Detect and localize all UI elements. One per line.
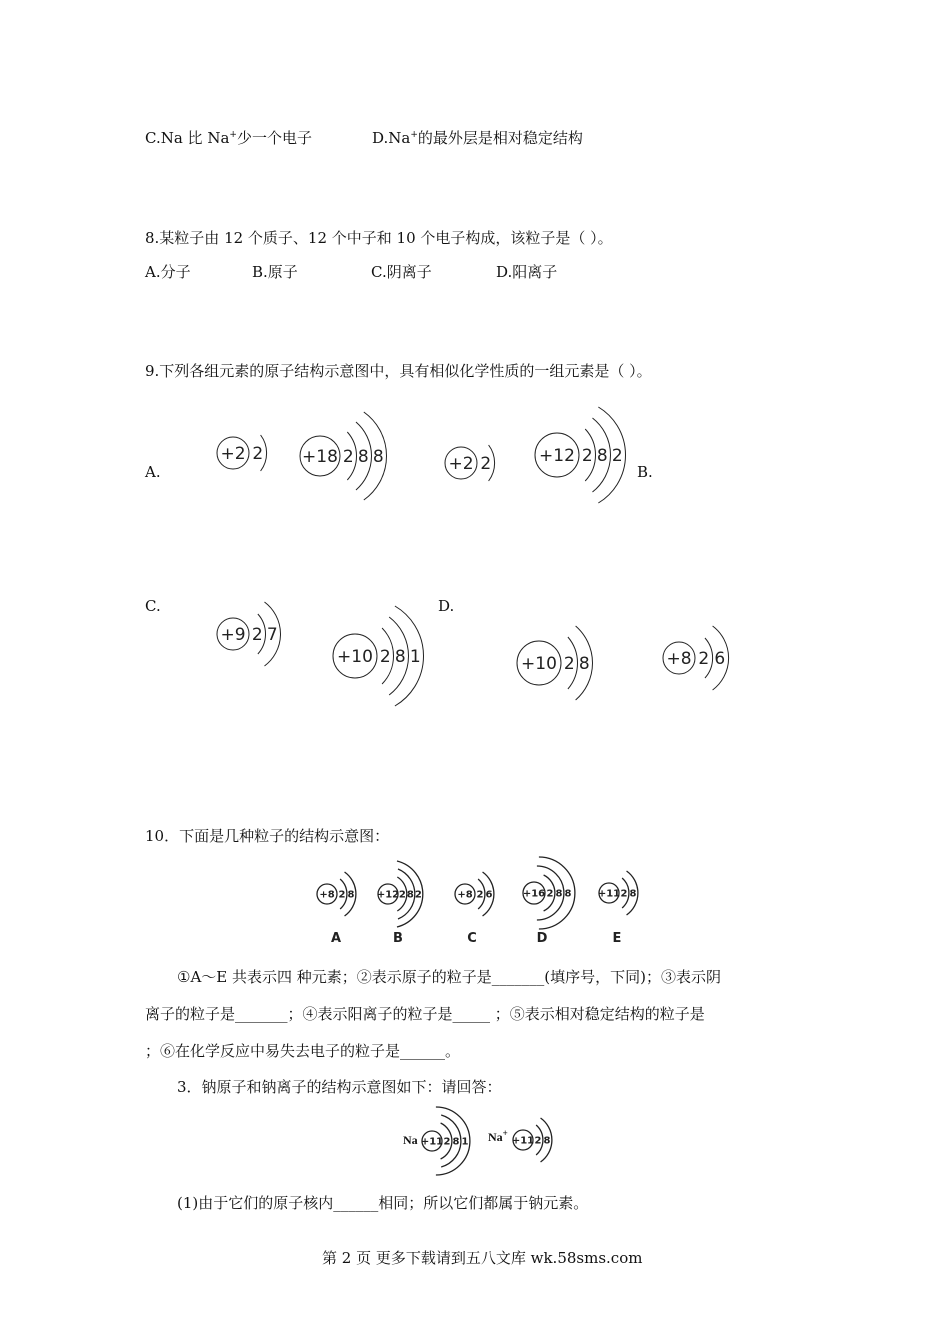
q9-atom-3-shell-count-1: 2 [480, 454, 492, 475]
q8-option-d: D.阳离子 [496, 263, 558, 281]
q9-atom-1-nucleus-label: +2 [220, 444, 246, 465]
q9-atom-4-shell-count-1: 2 [581, 446, 593, 467]
q7-option-c-text: C.Na 比 Na [145, 129, 230, 147]
q9-atom-6-nucleus-label: +10 [337, 647, 373, 668]
q9-atom-8-shell-count-1: 2 [698, 649, 710, 670]
q9-label-d: D. [438, 597, 455, 615]
q7-option-d-text: D.Na [372, 129, 411, 147]
na-ion-nucleus-label: +11 [511, 1135, 535, 1147]
q10-particle-d-shell-count-1: 2 [546, 888, 554, 900]
q10-particle-label-d: D [536, 931, 548, 946]
na-label: Na [403, 1133, 418, 1147]
q10-particle-a-shell-count-2: 8 [347, 889, 355, 901]
na-ion-shell-count-1: 2 [534, 1135, 542, 1147]
q10-particle-c-shell-count-2: 6 [485, 889, 493, 901]
q10-particle-b-shell-count-1: 2 [398, 889, 406, 901]
q10-particle-b-shell-count-3: 2 [414, 889, 422, 901]
na-atom-nucleus-label: +11 [420, 1136, 444, 1148]
q9-atom-5-shell-count-2: 7 [266, 625, 278, 646]
q10-particle-label-e: E [612, 931, 622, 946]
q9-atom-7-nucleus-label: +10 [521, 654, 557, 675]
q10-particle-c-nucleus-label: +8 [457, 889, 473, 901]
q9-atom-5-shell-count-1: 2 [251, 625, 263, 646]
q9-atom-2-nucleus-label: +18 [302, 447, 338, 468]
na-atom-shell-count-3: 1 [461, 1136, 469, 1148]
q9-atom-2-shell-count-3: 8 [372, 447, 384, 468]
q10-particle-a-shell-count-1: 2 [338, 889, 346, 901]
q10-particle-e-shell-count-1: 2 [620, 888, 628, 900]
q10-particle-e-nucleus-label: +11 [597, 888, 621, 900]
q10-particle-c-shell-count-1: 2 [476, 889, 484, 901]
q9-atom-2-shell-count-1: 2 [342, 447, 354, 468]
q10-particle-d-nucleus-label: +16 [522, 888, 546, 900]
q10-particle-d-shell-count-2: 8 [555, 888, 563, 900]
q7-option-d-text-2: 的最外层是相对稳定结构 [417, 129, 583, 147]
q10-particle-label-c: C [467, 931, 477, 946]
q9-label-c: C. [145, 597, 161, 615]
na-ion-shell-count-2: 8 [543, 1135, 551, 1147]
q9-atom-6-shell-count-2: 8 [394, 647, 406, 668]
q9-atom-7-shell-count-1: 2 [563, 654, 575, 675]
q3-sub-1: (1)由于它们的原子核内______相同；所以它们都属于钠元素。 [177, 1194, 589, 1212]
q9-atom-7-shell-count-2: 8 [578, 654, 590, 675]
q10-line-2: 离子的粒子是_______；④表示阳离子的粒子是_____ ；⑤表示相对稳定结构的粒子是 [145, 1005, 705, 1023]
q10-particle-b-shell-count-2: 8 [406, 889, 414, 901]
q10-particle-d-shell-count-3: 8 [564, 888, 572, 900]
q8-option-b: B.原子 [252, 263, 298, 281]
q9-atom-3-nucleus-label: +2 [448, 454, 474, 475]
na-atom [421, 1107, 470, 1175]
na-ion [512, 1118, 552, 1162]
q10-line-3: ；⑥在化学反应中易失去电子的粒子是______。 [145, 1042, 461, 1060]
q9-atom-1-shell-count-1: 2 [252, 444, 264, 465]
q8-option-a: A.分子 [145, 263, 191, 281]
q10-particle-e-shell-count-2: 8 [629, 888, 637, 900]
na-ion-label-text: Na [488, 1130, 503, 1144]
q8-option-c: C.阴离子 [371, 263, 432, 281]
page-footer: 第 2 页 更多下载请到五八文库 wk.58sms.com [322, 1249, 643, 1267]
q7-option-c-text-2: 少一个电子 [236, 129, 312, 147]
na-atom-shell-count-2: 8 [452, 1136, 460, 1148]
q9-atom-6-shell-count-1: 2 [379, 647, 391, 668]
q9-atom-4-shell-count-2: 8 [596, 446, 608, 467]
na-ion-label-sup: + [502, 1128, 508, 1138]
q9-atom-8-shell-count-2: 6 [714, 649, 726, 670]
q3-stem: 3．钠原子和钠离子的结构示意图如下：请回答： [177, 1078, 502, 1096]
q9-label-a: A. [145, 463, 161, 481]
q9-atom-2-shell-count-2: 8 [357, 447, 369, 468]
q10-particle-label-a: A [330, 931, 342, 946]
q10-stem: 10．下面是几种粒子的结构示意图： [145, 827, 390, 845]
q9-atom-6-shell-count-3: 1 [409, 647, 421, 668]
q9-atom-4-nucleus-label: +12 [539, 446, 575, 467]
q10-line-1: ①A～E 共表示四 种元素；②表示原子的粒子是_______(填序号，下同)；③表示阴 [177, 968, 721, 986]
q10-particle-label-b: B [393, 931, 403, 946]
q9-label-b: B. [637, 463, 653, 481]
q7-option-c-sup: + [229, 130, 237, 140]
q9-atom-4-shell-count-3: 2 [611, 446, 623, 467]
q9-atom-5-nucleus-label: +9 [220, 625, 246, 646]
q10-particle-a-nucleus-label: +8 [319, 889, 335, 901]
q8-stem: 8.某粒子由 12 个质子、12 个中子和 10 个电子构成，该粒子是（ ）。 [145, 229, 613, 247]
na-atom-shell-count-1: 2 [443, 1136, 451, 1148]
q10-particle-b-nucleus-label: +12 [376, 889, 400, 901]
q9-stem: 9.下列各组元素的原子结构示意图中，具有相似化学性质的一组元素是（ ）。 [145, 362, 652, 380]
q7-option-d-sup: + [410, 130, 418, 140]
q9-atom-8-nucleus-label: +8 [666, 649, 692, 670]
